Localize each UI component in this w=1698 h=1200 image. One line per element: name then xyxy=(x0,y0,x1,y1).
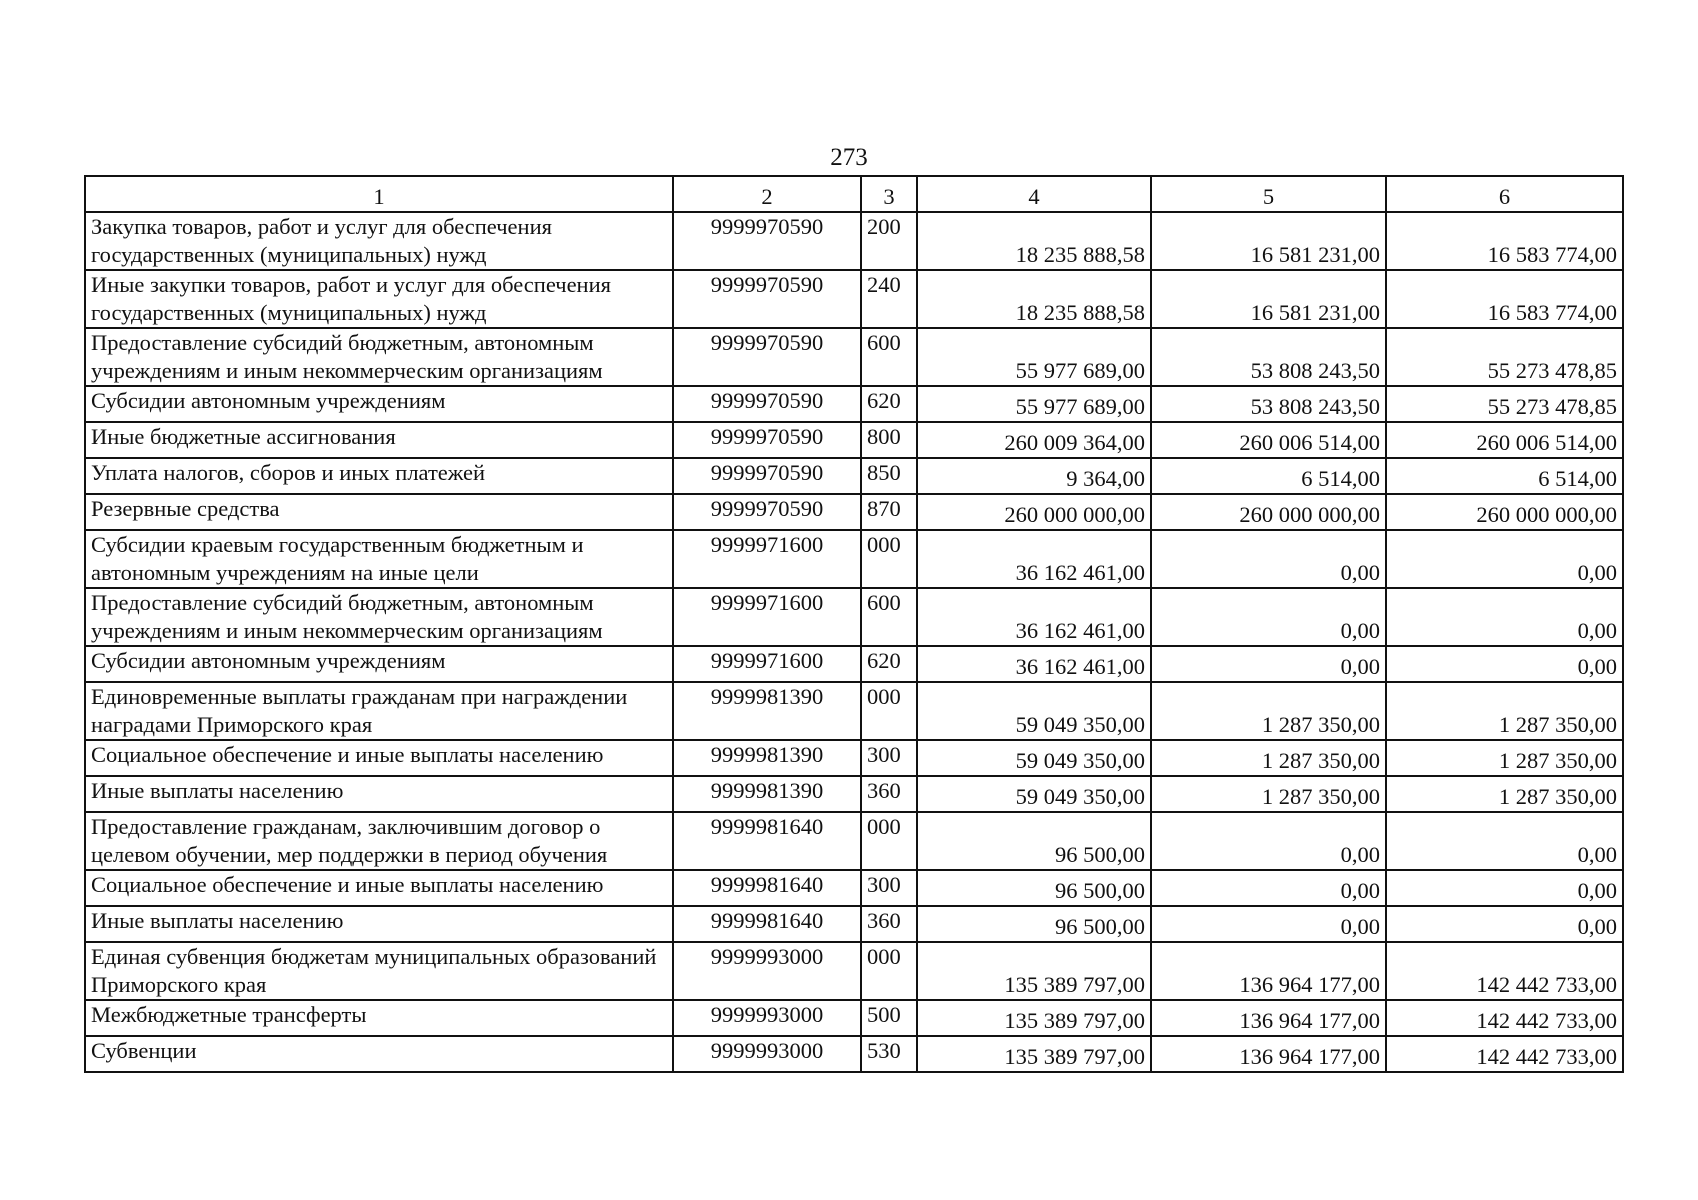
amount-col5: 0,00 xyxy=(1151,588,1386,646)
item-name: Иные выплаты населению xyxy=(85,906,673,942)
expense-type-code: 620 xyxy=(861,386,917,422)
item-name: Уплата налогов, сборов и иных платежей xyxy=(85,458,673,494)
amount-col4: 36 162 461,00 xyxy=(917,530,1151,588)
amount-col4: 96 500,00 xyxy=(917,870,1151,906)
target-code: 9999970590 xyxy=(673,458,861,494)
expense-type-code: 000 xyxy=(861,530,917,588)
table-row xyxy=(85,494,1623,530)
item-name: Предоставление гражданам, заключившим договор о целевом обучении, мер поддержки в период обучения xyxy=(85,812,673,870)
target-code: 9999971600 xyxy=(673,646,861,682)
target-code: 9999993000 xyxy=(673,942,861,1000)
table-row xyxy=(85,906,1623,942)
expense-type-code: 870 xyxy=(861,494,917,530)
table-row xyxy=(85,942,1623,1000)
amount-col4: 260 009 364,00 xyxy=(917,422,1151,458)
amount-col4: 18 235 888,58 xyxy=(917,270,1151,328)
target-code: 9999981640 xyxy=(673,906,861,942)
amount-col4: 135 389 797,00 xyxy=(917,942,1151,1000)
item-name: Межбюджетные трансферты xyxy=(85,1000,673,1036)
amount-col6: 142 442 733,00 xyxy=(1386,1000,1623,1036)
item-name: Предоставление субсидий бюджетным, автономным учреждениям и иным некоммерческим организациям xyxy=(85,328,673,386)
expense-type-code: 500 xyxy=(861,1000,917,1036)
amount-col4: 36 162 461,00 xyxy=(917,646,1151,682)
item-name: Резервные средства xyxy=(85,494,673,530)
target-code: 9999981390 xyxy=(673,776,861,812)
expense-type-code: 240 xyxy=(861,270,917,328)
budget-table xyxy=(84,175,1624,1073)
amount-col6: 16 583 774,00 xyxy=(1386,212,1623,270)
table-row xyxy=(85,422,1623,458)
column-header: 4 xyxy=(917,176,1151,212)
amount-col4: 135 389 797,00 xyxy=(917,1000,1151,1036)
expense-type-code: 000 xyxy=(861,682,917,740)
expense-type-code: 000 xyxy=(861,942,917,1000)
amount-col6: 55 273 478,85 xyxy=(1386,386,1623,422)
target-code: 9999981390 xyxy=(673,682,861,740)
target-code: 9999993000 xyxy=(673,1036,861,1072)
expense-type-code: 300 xyxy=(861,870,917,906)
expense-type-code: 600 xyxy=(861,588,917,646)
amount-col6: 55 273 478,85 xyxy=(1386,328,1623,386)
expense-type-code: 800 xyxy=(861,422,917,458)
amount-col6: 260 006 514,00 xyxy=(1386,422,1623,458)
amount-col5: 136 964 177,00 xyxy=(1151,1000,1386,1036)
amount-col4: 59 049 350,00 xyxy=(917,740,1151,776)
target-code: 9999970590 xyxy=(673,386,861,422)
expense-type-code: 600 xyxy=(861,328,917,386)
amount-col4: 18 235 888,58 xyxy=(917,212,1151,270)
amount-col4: 9 364,00 xyxy=(917,458,1151,494)
amount-col5: 1 287 350,00 xyxy=(1151,740,1386,776)
item-name: Социальное обеспечение и иные выплаты населению xyxy=(85,870,673,906)
amount-col6: 0,00 xyxy=(1386,646,1623,682)
amount-col6: 0,00 xyxy=(1386,530,1623,588)
amount-col5: 0,00 xyxy=(1151,646,1386,682)
table-row xyxy=(85,740,1623,776)
expense-type-code: 620 xyxy=(861,646,917,682)
table-row xyxy=(85,682,1623,740)
amount-col5: 6 514,00 xyxy=(1151,458,1386,494)
table-row xyxy=(85,812,1623,870)
table-row xyxy=(85,328,1623,386)
expense-type-code: 200 xyxy=(861,212,917,270)
amount-col5: 260 000 000,00 xyxy=(1151,494,1386,530)
item-name: Субвенции xyxy=(85,1036,673,1072)
amount-col5: 16 581 231,00 xyxy=(1151,212,1386,270)
amount-col5: 16 581 231,00 xyxy=(1151,270,1386,328)
amount-col4: 55 977 689,00 xyxy=(917,328,1151,386)
column-header: 5 xyxy=(1151,176,1386,212)
amount-col4: 59 049 350,00 xyxy=(917,682,1151,740)
expense-type-code: 530 xyxy=(861,1036,917,1072)
expense-type-code: 000 xyxy=(861,812,917,870)
amount-col5: 0,00 xyxy=(1151,870,1386,906)
expense-type-code: 360 xyxy=(861,776,917,812)
target-code: 9999981640 xyxy=(673,870,861,906)
table-row xyxy=(85,1036,1623,1072)
amount-col5: 136 964 177,00 xyxy=(1151,942,1386,1000)
column-header: 6 xyxy=(1386,176,1623,212)
amount-col4: 59 049 350,00 xyxy=(917,776,1151,812)
item-name: Иные закупки товаров, работ и услуг для обеспечения государственных (муниципальных) нужд xyxy=(85,270,673,328)
table-row xyxy=(85,386,1623,422)
item-name: Иные выплаты населению xyxy=(85,776,673,812)
item-name: Субсидии автономным учреждениям xyxy=(85,386,673,422)
table-row xyxy=(85,776,1623,812)
table-row xyxy=(85,270,1623,328)
table-row xyxy=(85,458,1623,494)
target-code: 9999970590 xyxy=(673,328,861,386)
target-code: 9999981390 xyxy=(673,740,861,776)
item-name: Иные бюджетные ассигнования xyxy=(85,422,673,458)
expense-type-code: 300 xyxy=(861,740,917,776)
table-header-row xyxy=(85,176,1623,212)
table-row xyxy=(85,646,1623,682)
amount-col5: 1 287 350,00 xyxy=(1151,776,1386,812)
amount-col6: 6 514,00 xyxy=(1386,458,1623,494)
table-row xyxy=(85,588,1623,646)
amount-col5: 1 287 350,00 xyxy=(1151,682,1386,740)
amount-col5: 136 964 177,00 xyxy=(1151,1036,1386,1072)
amount-col4: 135 389 797,00 xyxy=(917,1036,1151,1072)
target-code: 9999970590 xyxy=(673,270,861,328)
table-row xyxy=(85,1000,1623,1036)
page-number: 273 xyxy=(830,144,868,171)
target-code: 9999993000 xyxy=(673,1000,861,1036)
table-row xyxy=(85,530,1623,588)
table-row xyxy=(85,212,1623,270)
amount-col6: 0,00 xyxy=(1386,906,1623,942)
amount-col5: 0,00 xyxy=(1151,812,1386,870)
target-code: 9999971600 xyxy=(673,530,861,588)
column-header: 1 xyxy=(85,176,673,212)
amount-col6: 16 583 774,00 xyxy=(1386,270,1623,328)
amount-col6: 260 000 000,00 xyxy=(1386,494,1623,530)
amount-col5: 53 808 243,50 xyxy=(1151,386,1386,422)
amount-col6: 0,00 xyxy=(1386,812,1623,870)
column-header: 2 xyxy=(673,176,861,212)
item-name: Социальное обеспечение и иные выплаты населению xyxy=(85,740,673,776)
item-name: Субсидии краевым государственным бюджетным и автономным учреждениям на иные цели xyxy=(85,530,673,588)
amount-col4: 96 500,00 xyxy=(917,812,1151,870)
item-name: Закупка товаров, работ и услуг для обеспечения государственных (муниципальных) нужд xyxy=(85,212,673,270)
amount-col5: 0,00 xyxy=(1151,906,1386,942)
target-code: 9999981640 xyxy=(673,812,861,870)
amount-col4: 96 500,00 xyxy=(917,906,1151,942)
amount-col6: 142 442 733,00 xyxy=(1386,1036,1623,1072)
amount-col6: 142 442 733,00 xyxy=(1386,942,1623,1000)
column-header: 3 xyxy=(861,176,917,212)
target-code: 9999970590 xyxy=(673,494,861,530)
target-code: 9999970590 xyxy=(673,212,861,270)
target-code: 9999971600 xyxy=(673,588,861,646)
item-name: Единовременные выплаты гражданам при награждении наградами Приморского края xyxy=(85,682,673,740)
item-name: Субсидии автономным учреждениям xyxy=(85,646,673,682)
amount-col4: 260 000 000,00 xyxy=(917,494,1151,530)
expense-type-code: 850 xyxy=(861,458,917,494)
amount-col6: 0,00 xyxy=(1386,870,1623,906)
item-name: Единая субвенция бюджетам муниципальных образований Приморского края xyxy=(85,942,673,1000)
expense-type-code: 360 xyxy=(861,906,917,942)
amount-col6: 0,00 xyxy=(1386,588,1623,646)
amount-col6: 1 287 350,00 xyxy=(1386,776,1623,812)
item-name: Предоставление субсидий бюджетным, автономным учреждениям и иным некоммерческим организациям xyxy=(85,588,673,646)
amount-col4: 55 977 689,00 xyxy=(917,386,1151,422)
amount-col4: 36 162 461,00 xyxy=(917,588,1151,646)
table-row xyxy=(85,870,1623,906)
target-code: 9999970590 xyxy=(673,422,861,458)
amount-col5: 53 808 243,50 xyxy=(1151,328,1386,386)
amount-col6: 1 287 350,00 xyxy=(1386,740,1623,776)
amount-col5: 260 006 514,00 xyxy=(1151,422,1386,458)
amount-col6: 1 287 350,00 xyxy=(1386,682,1623,740)
amount-col5: 0,00 xyxy=(1151,530,1386,588)
